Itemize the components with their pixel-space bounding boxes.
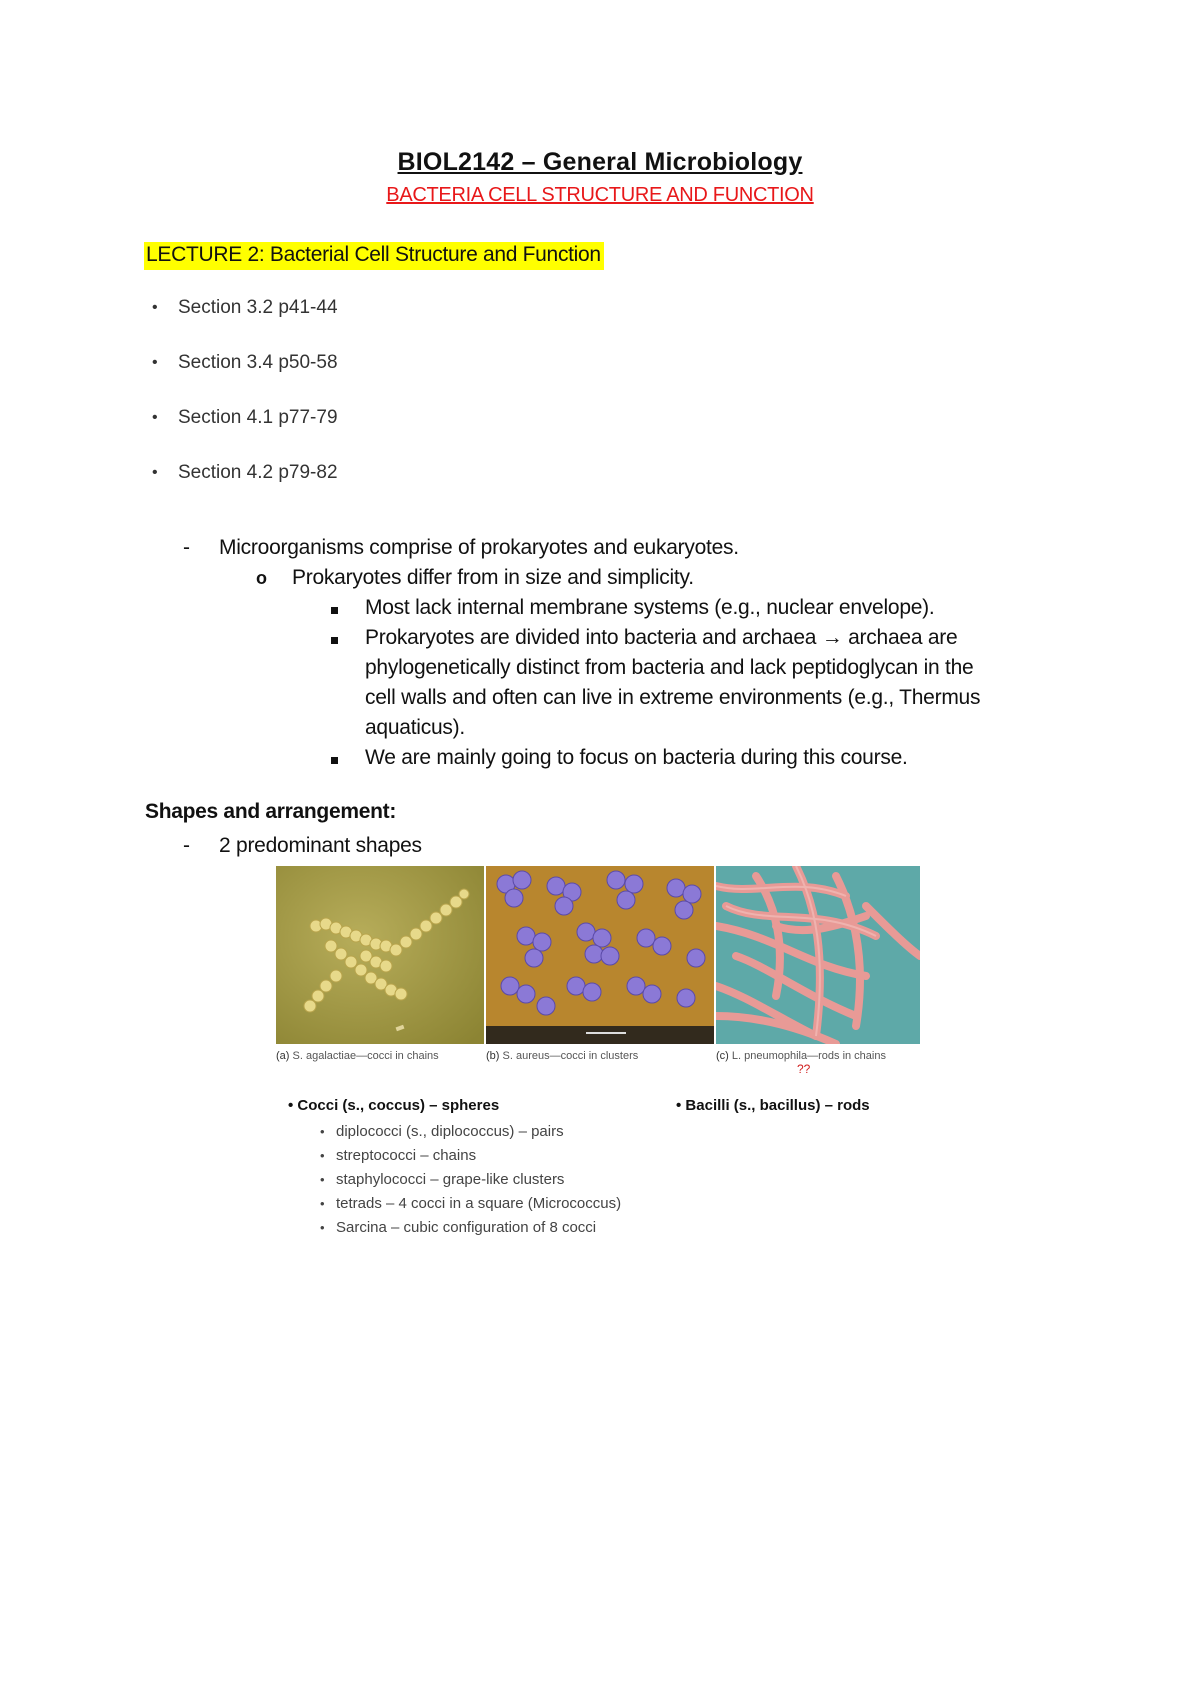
figure-caption: (a) S. agalactiae—cocci in chains xyxy=(276,1050,439,1062)
bacilli-heading: • Bacilli (s., bacillus) – rods xyxy=(676,1097,870,1114)
list-item: • staphylococci – grape-like clusters xyxy=(320,1171,565,1188)
bullet-icon: • xyxy=(320,1220,325,1235)
figure-caption: (b) S. aureus—cocci in clusters xyxy=(486,1050,639,1062)
page-title: BIOL2142 – General Microbiology xyxy=(397,148,803,176)
dash-marker: - xyxy=(183,536,190,559)
cocci-types-list xyxy=(320,1122,621,1242)
question-annotation: ?? xyxy=(797,1062,811,1076)
section-item: • Section 3.2 p41-44 xyxy=(152,297,338,318)
micrograph-cocci-chains xyxy=(276,866,484,1044)
note-point-line: Prokaryotes are divided into bacteria and archaea → archaea are xyxy=(365,626,958,649)
note-subitem: Prokaryotes differ from in size and simplicity. xyxy=(292,566,694,589)
note-point-line: phylogenetically distinct from bacteria and lack peptidoglycan in the xyxy=(365,656,974,679)
square-bullet-icon xyxy=(331,757,338,764)
section-item: • Section 3.4 p50-58 xyxy=(152,352,338,373)
bullet-icon: • xyxy=(320,1172,325,1187)
note-point-line: aquaticus). xyxy=(365,716,465,739)
note-item: Microorganisms comprise of prokaryotes and eukaryotes. xyxy=(219,536,739,559)
square-bullet-icon xyxy=(331,637,338,644)
list-item: • streptococci – chains xyxy=(320,1147,477,1164)
bullet-icon: • xyxy=(320,1196,325,1211)
note-point-line: cell walls and often can live in extreme environments (e.g., Thermus xyxy=(365,686,981,709)
section-item: • Section 4.1 p77-79 xyxy=(152,407,338,428)
list-item: • Sarcina – cubic configuration of 8 cocci xyxy=(320,1219,597,1236)
shapes-item: 2 predominant shapes xyxy=(219,834,422,857)
section-item: • Section 4.2 p79-82 xyxy=(152,462,338,483)
bullet-icon: • xyxy=(152,464,158,481)
bullet-icon: • xyxy=(152,354,158,371)
figure-caption: (c) L. pneumophila—rods in chains xyxy=(716,1050,886,1062)
cocci-heading: • Cocci (s., coccus) – spheres xyxy=(288,1097,500,1114)
note-point: We are mainly going to focus on bacteria during this course. xyxy=(365,746,908,769)
shapes-heading: Shapes and arrangement: xyxy=(145,800,397,823)
dash-marker: - xyxy=(183,834,190,857)
bullet-icon: • xyxy=(152,299,158,316)
micrograph-cocci-clusters xyxy=(486,866,714,1044)
bullet-icon: • xyxy=(320,1124,325,1139)
lecture-heading: LECTURE 2: Bacterial Cell Structure and Function xyxy=(144,242,604,270)
bullet-icon: • xyxy=(152,409,158,426)
square-bullet-icon xyxy=(331,607,338,614)
circle-bullet-icon: o xyxy=(256,568,267,588)
list-item: • tetrads – 4 cocci in a square (Micrococcus) xyxy=(320,1195,622,1212)
note-point: Most lack internal membrane systems (e.g., nuclear envelope). xyxy=(365,596,935,619)
list-item: • diplococci (s., diplococcus) – pairs xyxy=(320,1123,564,1140)
page-subtitle: BACTERIA CELL STRUCTURE AND FUNCTION xyxy=(386,184,814,206)
section-list xyxy=(148,296,338,516)
bullet-icon: • xyxy=(320,1148,325,1163)
micrograph-rods-chains xyxy=(716,866,920,1044)
